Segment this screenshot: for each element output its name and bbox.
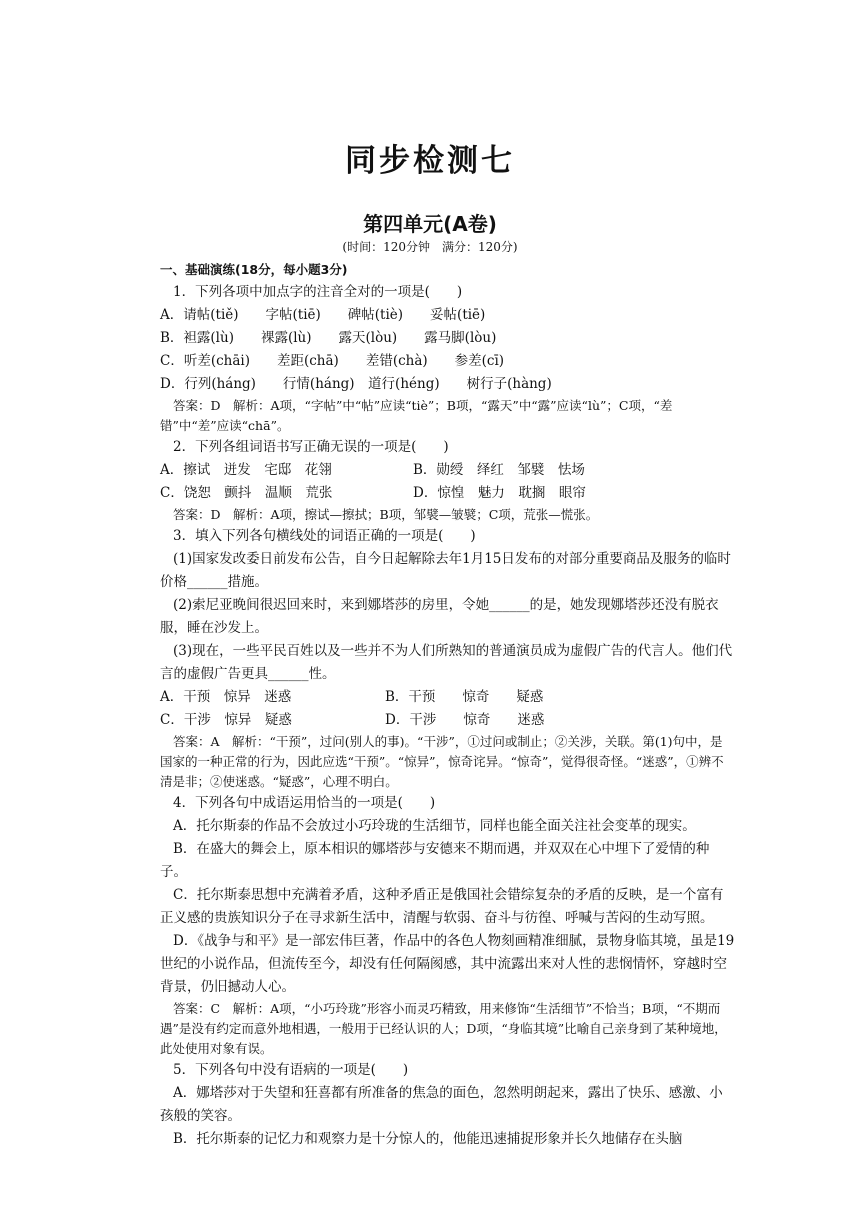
question-3-options-row-1 [160,686,735,709]
exam-meta: (时间：120分钟 满分：120分) [342,240,518,254]
question-2-option-c: C．饶恕 颤抖 温顺 荒张 [160,485,333,501]
question-3-option-d: D．干涉 惊奇 迷惑 [385,712,545,728]
document-body [160,258,735,1151]
question-3-option-a: A．干预 惊异 迷惑 [160,689,292,705]
question-1-answer: 答案：D 解析：A项，“字帖”中“帖”应读“tiè”；B项，“露天”中“露”应读“lù”；C项，“差错”中“差”应读“chā”。 [160,398,673,433]
question-1-option-a: A．请帖(tiě) 字帖(tiē) 碑帖(tiè) 妥帖(tiē) [160,307,486,323]
question-4-stem: 4．下列各句中成语运用恰当的一项是( ) [173,795,436,811]
question-3-options-row-2 [160,709,735,732]
question-2-options-row-2 [160,482,735,505]
question-1-option-b: B．袒露(lù) 裸露(lù) 露天(lòu) 露马脚(lòu) [160,330,497,346]
question-3-option-b: B．干预 惊奇 疑惑 [385,689,544,705]
question-4-answer: 答案：C 解析：A项，“小巧玲珑”形容小而灵巧精致，用来修饰“生活细节”不恰当；B项，“不期而遇”是没有约定而意外地相遇，一般用于已经认识的人；D项，“身临其境”比喻自己亲身到了某种境地，此处使用对象有误。 [160,1001,727,1056]
question-4-option-d: D．《战争与和平》是一部宏伟巨著，作品中的各色人物刻画精准细腻，景物身临其境，虽是19世纪的小说作品，但流传至今，却没有任何隔阂感，其中流露出来对人性的悲悯情怀，穿越时空背景，仍旧撼动人心。 [160,933,735,995]
question-4-option-a: A．托尔斯泰的作品不会放过小巧玲珑的生活细节，同样也能全面关注社会变革的现实。 [173,818,696,834]
question-2-options-row-1 [160,459,735,482]
question-2-stem: 2．下列各组词语书写正确无误的一项是( ) [173,439,449,455]
question-4-option-c: C．托尔斯泰思想中充满着矛盾，这种矛盾正是俄国社会错综复杂的矛盾的反映，是一个富有正义感的贵族知识分子在寻求新生活中，清醒与软弱、奋斗与彷徨、呼喊与苦闷的生动写照。 [160,887,724,926]
question-2-option-a: A．擦试 迸发 宅邸 花翎 [160,462,332,478]
question-3-sentence-1: (1)国家发改委日前发布公告，自今日起解除去年1月15日发布的对部分重要商品及服务的临时价格______措施。 [160,551,731,590]
question-3-sentence-3: (3)现在，一些平民百姓以及一些并不为人们所熟知的普通演员成为虚假广告的代言人。他们代言的虚假广告更具______性。 [160,643,733,682]
question-3-stem: 3．填入下列各句横线处的词语正确的一项是( ) [173,528,476,544]
question-1-option-c: C．听差(chāi) 差距(chā) 差错(chà) 参差(cī) [160,353,505,369]
question-1-option-d: D．行列(háng) 行情(háng) 道行(héng) 树行子(hàng) [160,376,552,392]
unit-subtitle: 第四单元(A卷) [363,212,497,236]
question-5-option-b: B．托尔斯泰的记忆力和观察力是十分惊人的，他能迅速捕捉形象并长久地储存在头脑 [173,1131,683,1147]
question-2-option-d: D．惊惶 魅力 耽搁 眼帘 [413,485,586,501]
question-2-option-b: B．勋绶 绎红 邹襞 怯场 [413,462,585,478]
question-3-sentence-2: (2)索尼亚晚间很迟回来时，来到娜塔莎的房里，令她______的是，她发现娜塔莎还没有脱衣服，睡在沙发上。 [160,597,719,636]
question-4-option-b: B．在盛大的舞会上，原本相识的娜塔莎与安德来不期而遇，并双双在心中埋下了爱情的种子。 [160,841,710,880]
page-title: 同步检测七 [345,143,515,179]
section-heading: 一、基础演练(18分，每小题3分) [160,262,348,277]
question-5-option-a: A．娜塔莎对于失望和狂喜都有所准备的焦急的面色，忽然明朗起来，露出了快乐、感激、小孩般的笑容。 [160,1085,723,1124]
question-3-option-c: C．干涉 惊异 疑惑 [160,712,292,728]
question-5-stem: 5．下列各句中没有语病的一项是( ) [173,1062,409,1078]
question-3-answer: 答案：A 解析：“干预”，过问(别人的事)。“干涉”，①过问或制止；②关涉，关联。第(1)句中，是国家的一种正常的行为，因此应选“干预”。“惊异”，惊奇诧异。“惊奇”，觉得很奇怪。“迷惑”，①辨不清是非；②使迷惑。“疑惑”，心理不明白。 [160,734,724,789]
question-1-stem: 1．下列各项中加点字的注音全对的一项是( ) [173,284,463,300]
question-2-answer: 答案：D 解析：A项，擦试—擦拭；B项，邹襞—皱襞；C项，荒张—慌张。 [173,507,599,522]
